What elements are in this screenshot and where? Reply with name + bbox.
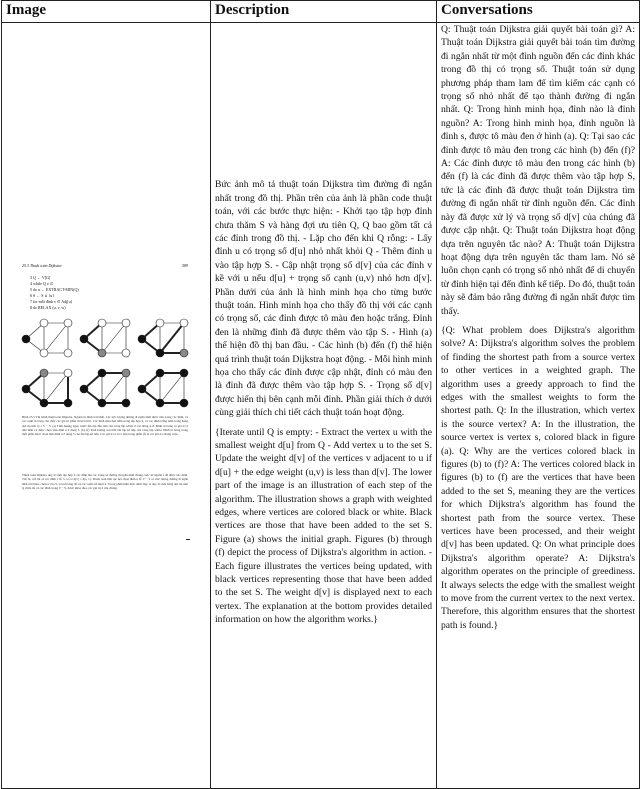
- page-thumbnail: [20, 263, 190, 548]
- image-cell: [2, 23, 211, 789]
- thumb-paragraph: Thuật toán Dijkstra duy trì một tập hợp S các đỉnh mà các trọng số đường đi ngắn nhất chung cuộc từ nguồn s đã được xác định. Tức là, với tất cả các đỉnh v ∈ S, ta có d[v] = δ(s, v). Thuật toán liên tục lựa chọn đỉnh u ∈ V − S có ước lượng đường đi ngắn nhất tối thiểu, chèn u vào S, và nới lỏng tất cả các cạnh rời khỏi u. Trong phần hiện thực dưới đây, ta duy trì một hàng đợi ưu tiên Q chứa tất cả các đỉnh trong V − S, được khóa theo các giá trị d của chúng.: [22, 473, 188, 490]
- description-en: {Iterate until Q is empty: - Extract the vertex u with the smallest weight d[u] from Q - Add vertex u to the set S. Update the weight d[v] of the vertices v adjacent to u if d[u] + the edge weight (u,v) is less than d[v]. The lower part of the image is an illustration of each step of the algorithm. The illustration shows a graph with weighted edges, where vertices are colored black or white. Black vertices are those that have been added to the set S. Figure (a) shows the initial graph. Figures (b) through (f) depict the process of Dijkstra's algorithm in action. - Each figure illustrates the vertices being updated, with black vertices representing those that have been added to the set S. The weight d[v] is displayed next to each vertex. The explanation at the bottom provides detailed information on how the algorithm works.}: [215, 426, 432, 626]
- thumb-header: [22, 263, 188, 268]
- code-line: 6 S ← S ∪ {u}: [30, 293, 55, 298]
- code-line: 4 while Q ≠ ∅: [30, 281, 54, 286]
- code-line: 7 for mỗi đỉnh v ∈ Adj[u]: [30, 299, 72, 304]
- code-line: 3 Q ← V[G]: [30, 275, 51, 280]
- header-description: Description: [211, 1, 437, 23]
- conversations-en: {Q: What problem does Dijkstra's algorithm solve? A: Dijkstra's algorithm solves the problem of finding the shortest path from a source vertex to other vertices in a weighted graph. The algorithm uses a greedy approach to find the edges with the smallest weights to form the shortest path. Q: In the illustration, which vertex is the source vertex? A: In the illustration, the source vertex is vertex s, colored black in figure (a). Q: Why are the vertices colored black in figures (b) to (f)? A: The vertices colored black in figures (b) to (f) are the vertices that have been added to the set S, meaning they are the vertices for which Dijkstra's algorithm has found the shortest path from the source vertex. These vertices have been processed, and their weight d[v] has been updated. Q: On what principle does Dijkstra's algorithm operate? A: Dijkstra's algorithm operates on the principle of greediness. It always selects the edge with the smallest weight to move from the current vertex to the next vertex. Therefore, this algorithm ensures that the shortest path is found.}: [441, 324, 635, 631]
- description-cell: [211, 23, 437, 789]
- description-vi: Bức ảnh mô tả thuật toán Dijkstra tìm đường đi ngắn nhất trong đồ thị. Phần trên của ảnh là phần code thuật toán, với các bước thực hiện: - Khởi tạo tập hợp đỉnh chưa thăm S và hàng đợi ưu tiên Q, Q bao gồm tất cả các đỉnh trong đồ thị. - Lặp cho đến khi Q rỗng: - Lấy đỉnh u có trọng số d[u] nhỏ nhất khỏi Q - Thêm đỉnh u vào tập hợp S. - Cập nhật trọng số d[v] của các đỉnh v kề với u nếu d[u] + trọng số cạnh (u,v) nhỏ hơn d[v]. Phần dưới của ảnh là hình minh họa cho từng bước thuật toán. Hình minh họa cho thấy đồ thị với các cạnh có trọng số, các đỉnh được tô màu đen hoặc trắng. Đỉnh đen là những đỉnh đã được thêm vào tập S. - Hình (a) thể hiện đồ thị ban đầu. - Các hình (b) đến (f) thể hiện quá trình thuật toán Dijkstra hoạt động. - Mỗi hình minh họa cho thấy các đỉnh được cập nhật, đỉnh có màu đen là đỉnh đã được thêm vào tập hợp S. - Trọng số d[v] được hiển thị bên cạnh mỗi đỉnh. Phần giải thích ở dưới cùng giải thích chi tiết cách thuật toán hoạt động.: [215, 179, 432, 419]
- table-row: [2, 23, 640, 789]
- dijkstra-graph-figure: [20, 313, 190, 413]
- header-image: Image: [2, 1, 211, 23]
- thumb-caption: Hình 25.5 Thi hành thuật toán Dijkstra. Nguồn là đỉnh trái nhất. Các ước lượng đường đi ngắn nhất được nêu trong các đỉnh, và các cạnh tô bóng cho thấy các giá trị phần tử kế trước. Các đỉnh màu đen nằm trong tập hợp S, và các đỉnh trắng nằm trong hàng đợi ưu tiên Q = V − S. (a) Tình huống ngay trước lần lặp đầu tiên của vòng lặp while ở các dòng 4–8. Đỉnh tô bóng có giá trị d nhỏ nhất và được chọn làm đỉnh u ở dòng 5. (b)–(f) Tình huống sau mỗi lần lặp kế tiếp của vòng lặp while. Đỉnh tô bóng trong mỗi phần được chọn làm đỉnh u ở dòng 5 của lần lặp kế tiếp. Các giá trị d và π nêu trong phần (f) là các giá trị chung cuộc.: [22, 415, 188, 437]
- header-conversations: Conversations: [437, 1, 640, 23]
- conversations-cell: [437, 23, 640, 789]
- thumb-page-number: 589: [182, 263, 188, 268]
- thumb-code: [30, 275, 79, 311]
- header-row: [2, 1, 640, 23]
- data-table: [1, 0, 640, 789]
- thumb-section-title: 25.3 Thuật toán Dijkstra: [22, 263, 62, 268]
- description-text: [211, 176, 436, 634]
- conversations-vi: Q: Thuật toán Dijkstra giải quyết bài toán gì? A: Thuật toán Dijkstra giải quyết bài toán tìm đường đi ngắn nhất từ một đỉnh nguồn đến các đỉnh khác trong đồ thị có trọng số. Thuật toán sử dụng phương pháp tham lam để tìm kiếm các cạnh có trọng số nhỏ nhất để tạo thành đường đi ngắn nhất. Q: Trong hình minh họa, đỉnh nào là đỉnh nguồn? A: Trong hình minh họa, đỉnh nguồn là đỉnh s, được tô màu đen ở hình (a). Q: Tại sao các đỉnh được tô màu đen trong các hình (b) đến (f)? A: Các đỉnh được tô màu đen trong các hình (b) đến (f) là các đỉnh đã được thêm vào tập hợp S, tức là các đỉnh đã được thuật toán Dijkstra tìm đường đi ngắn nhất từ đỉnh nguồn đến. Các đỉnh này đã được xử lý và trọng số d[v] của chúng đã được cập nhật. Q: Thuật toán Dijkstra hoạt động dựa trên nguyên tắc nào? A: Thuật toán Dijkstra hoạt động dựa trên nguyên tắc tham lam. Nó sẽ luôn chọn cạnh có trọng số nhỏ nhất để di chuyển từ đỉnh hiện tại đến đỉnh kế tiếp. Do đó, thuật toán này sẽ đảm bảo rằng đường đi ngắn nhất được tìm thấy.: [441, 24, 635, 317]
- conversations-text: [437, 23, 639, 640]
- code-line: 5 do u ← EXTRACT-MIN(Q): [30, 287, 79, 292]
- code-line: 8 do RELAX (u, v, w): [30, 305, 66, 310]
- stray-mark: [186, 539, 190, 540]
